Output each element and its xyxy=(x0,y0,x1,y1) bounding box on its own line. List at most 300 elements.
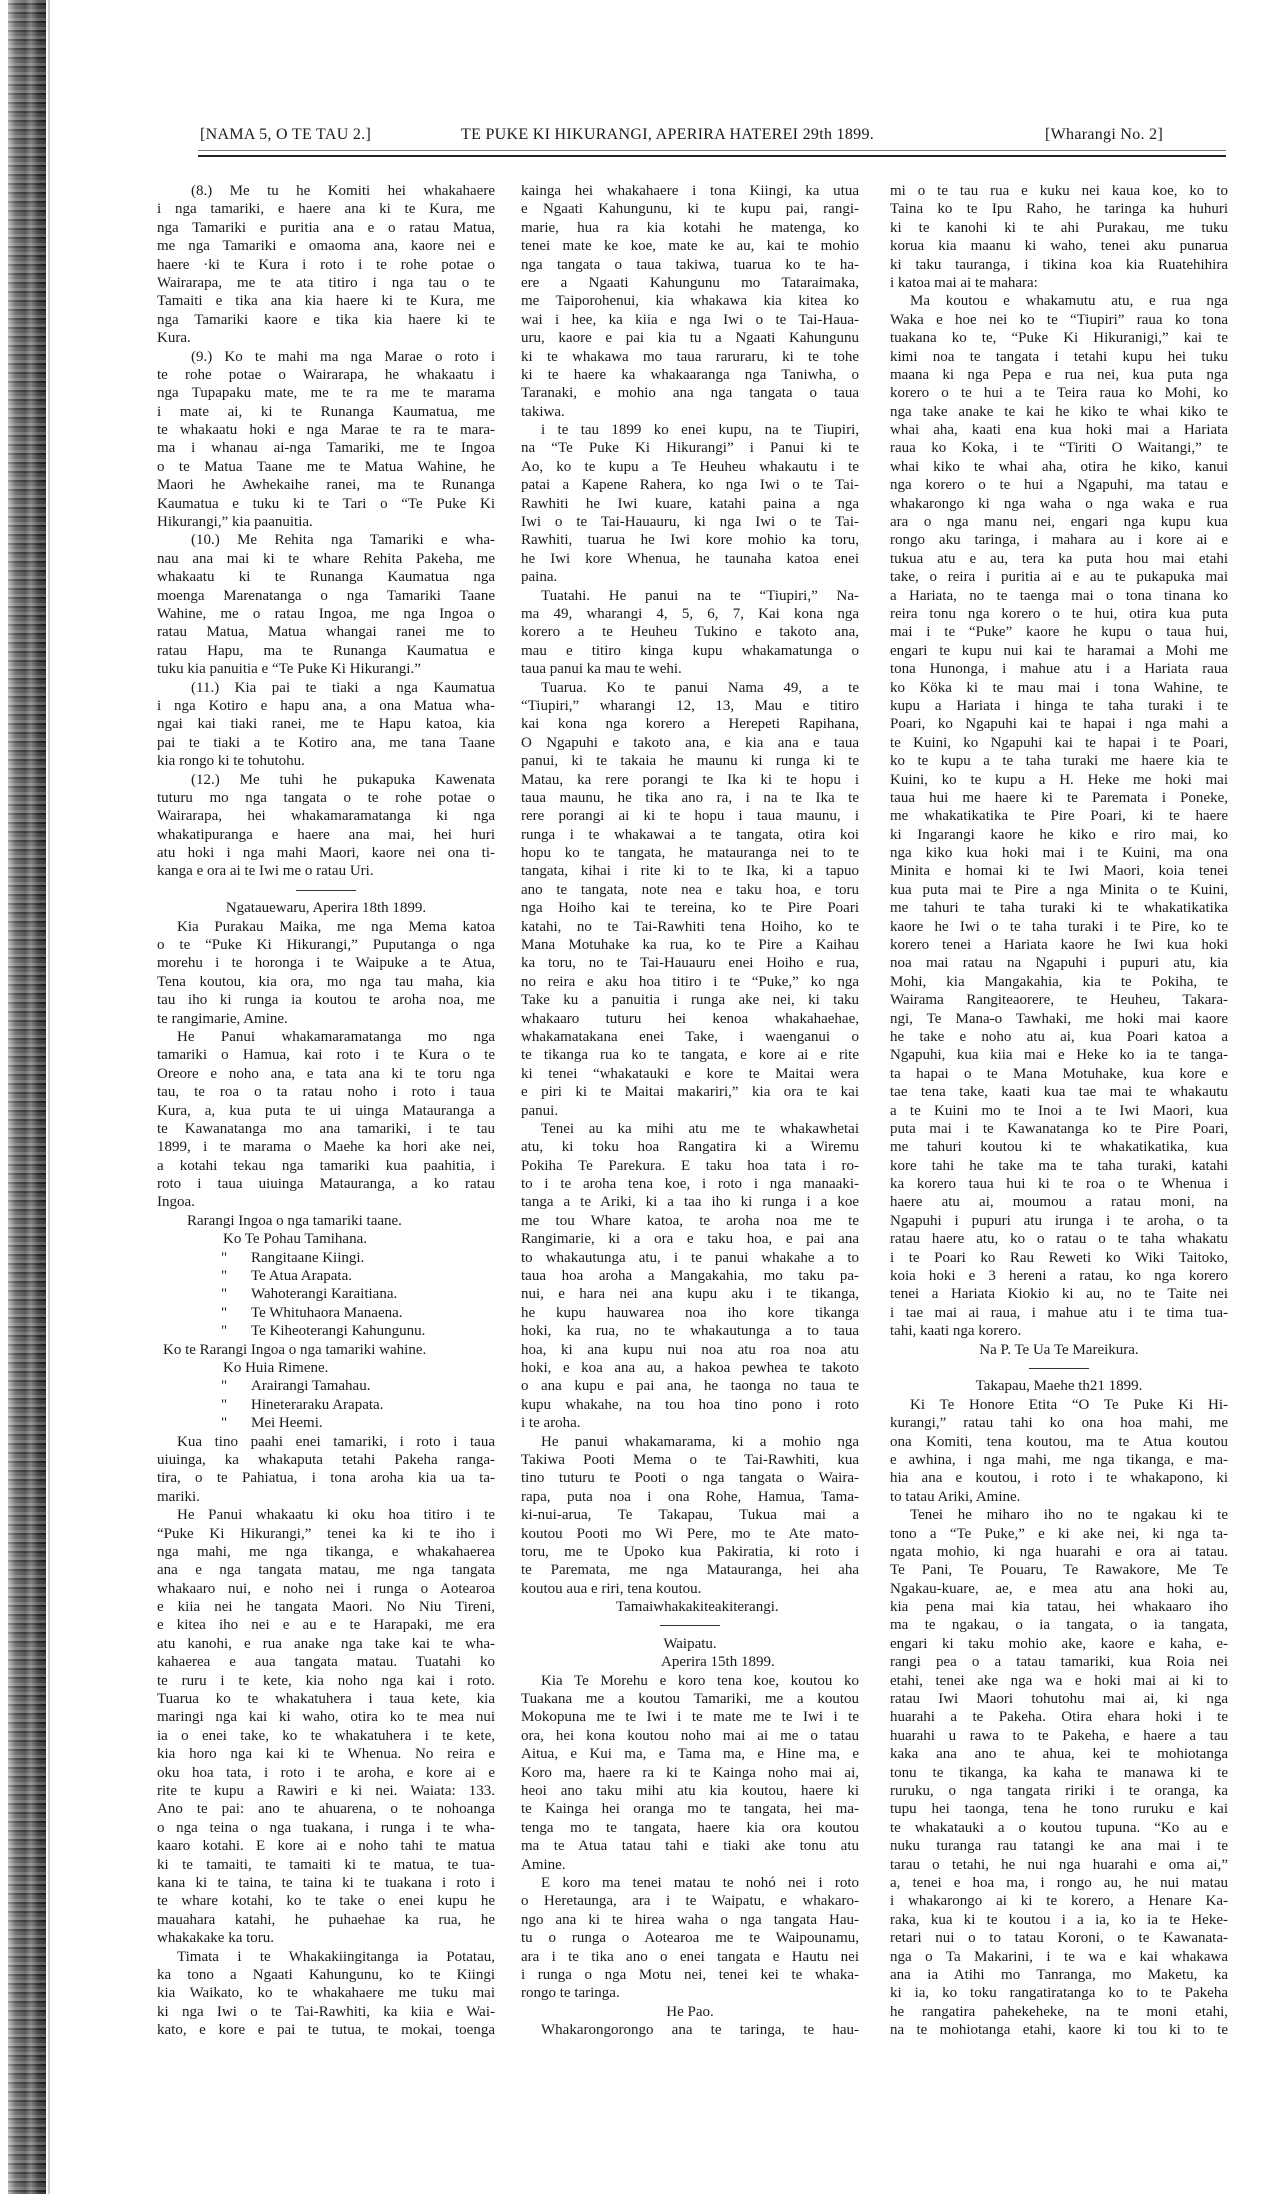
text-line: O Ngapuhi e takoto ana, e kia ana e taua xyxy=(521,734,859,751)
text-line: kurangi,” ratau tahi ko ona hoa mahi, me xyxy=(890,1415,1228,1432)
text-line: Timata i te Whakakiingitanga ia Potatau, xyxy=(177,1948,495,1965)
text-line: tukua atu e au, tera ka puta hou mai etahi xyxy=(890,550,1228,567)
text-line: na te mohiotanga etahi, kaore ki tou ki to te xyxy=(890,2022,1228,2039)
text-line: haere atu ai, moumou a ratau moni, na xyxy=(890,1194,1228,1211)
text-line: morehu i te horonga i te Waipuke a te Atua, xyxy=(157,955,495,972)
text-line: whakatipuranga e haere ana mai, hei huri xyxy=(157,826,495,843)
text-line: ki Ingarangi kaore he kiko e riro mai, ko xyxy=(890,826,1228,843)
section-divider xyxy=(890,1359,1228,1377)
text-line: Ano te pai: ano te ahuarena, o te nohoanga xyxy=(157,1801,495,1818)
text-line: i nga Kotiro e hapu ana, a ona Matua wha- xyxy=(157,697,495,714)
text-line: tahi, kaati nga korero. xyxy=(890,1323,1022,1340)
text-line: Tuakana me a koutou Tamariki, me a koutou xyxy=(521,1691,859,1708)
text-line: Tamaiti e tika ana kia haere ki te Kura, me xyxy=(157,293,495,310)
text-line: Kia Te Morehu e koro tena koe, koutou ko xyxy=(541,1672,859,1689)
text-line: korua kia maanu ki waho, tenei aku punarua xyxy=(890,238,1228,255)
text-line: mauahara katahi, he puhaehae ka rua, he xyxy=(157,1911,495,1928)
text-line: tamariki o Hamua, kai roto i te Kura o te xyxy=(157,1047,495,1064)
text-line: Wairarapa, hei whakamaramatanga ki nga xyxy=(157,808,495,825)
student-name: Rangitaane Kiingi. xyxy=(251,1249,365,1266)
text-line: rite te kupu a Rawiri e ki nei. Waiata: 133. xyxy=(157,1782,495,1799)
text-line: ano te tangata, note nea e taku hoa, e toru xyxy=(521,881,859,898)
text-line: marie, hua ra kia kotahi he matenga, ko xyxy=(521,219,859,236)
text-line: ana ia Atihi mo Tanranga, mo Maketu, ka xyxy=(890,1966,1228,1983)
text-line: tona Hunonga, i mahue atu i a Hariata raua xyxy=(890,661,1228,678)
paragraph xyxy=(157,1433,495,1507)
text-line: (11.) Kia pai te tiaki a nga Kaumatua xyxy=(191,679,495,696)
text-line: nuku turanga rau tatangi ke ana mai i te xyxy=(890,1838,1228,1855)
paragraph xyxy=(157,918,495,1028)
text-line: he take e noho atu ai, kua Poari katoa a xyxy=(890,1028,1228,1045)
name-list-item xyxy=(157,1249,495,1267)
text-line: i te tau 1899 ko enei kupu, na te Tiupiri, xyxy=(541,422,859,439)
text-line: tenga mo te tangata, haere kia ora koutou xyxy=(521,1819,859,1836)
text-line: te whakaatu hoki e nga Marae te ra te mara- xyxy=(157,422,495,439)
paragraph xyxy=(890,1396,1228,1506)
text-line: ngo ana ki te hirea waha o nga tangata Hau- xyxy=(521,1911,859,1928)
text-line: kato, e kore e pai te tutua, te mokai, toenga xyxy=(157,2022,495,2039)
text-line: Taina ko te Ipu Raho, he taringa ka huhuri xyxy=(890,201,1228,218)
section-heading: He Pao. xyxy=(666,2003,714,2020)
paragraph xyxy=(157,1506,495,1947)
text-line: take, o reira i puritia ai e au te pukapuka mai xyxy=(890,569,1228,586)
text-line: ki te whakawa mo taua raruraru, ki te tohe xyxy=(521,348,859,365)
text-line: tino tuturu te Pooti o nga tangata o Waira- xyxy=(521,1470,859,1487)
text-line: te ruru i te kete, kia noho nga kai i roto. xyxy=(157,1672,495,1689)
text-line: mi o te tau rua e kuku nei kaua koe, ko to xyxy=(890,183,1228,199)
paragraph xyxy=(521,1672,859,1874)
text-line: hoa, ki ana kupu nui noa atu roa noa atu xyxy=(521,1341,859,1358)
text-line: me Taiporohenui, kia whakawa kia kitea ko xyxy=(521,293,859,310)
section-heading: Na P. Te Ua Te Mareikura. xyxy=(979,1341,1139,1358)
text-line: hia ana e koutou, i roto i te whakapono, ki xyxy=(890,1470,1228,1487)
paragraph xyxy=(157,1028,495,1212)
text-line: nga tangata o taua takiwa, tuarua ko te ha- xyxy=(521,256,859,273)
text-line: Oreore e noho ana, e tata ana ki te toru nga xyxy=(157,1065,495,1082)
text-line: paina. xyxy=(521,569,558,586)
text-line: kahaerea e aua tangata matau. Tuatahi ko xyxy=(157,1654,495,1671)
text-line: ara i te tika ano o enei tangata e Hautu nei xyxy=(521,1948,859,1965)
student-name: Arairangi Tamahau. xyxy=(251,1378,371,1395)
text-line: tono a “Te Puke,” e ki ake nei, ki nga ta- xyxy=(890,1525,1228,1542)
text-line: kupu whakahe, na tou hoa tino pono i roto xyxy=(521,1396,859,1413)
text-line: e Ngaati Kahungunu, ki te kupu pai, rangi- xyxy=(521,201,859,218)
text-line: kainga hei whakahaere i tona Kiingi, ka utua xyxy=(521,183,859,199)
text-line: i whakarongo ai ki te korero, a Henare Ka- xyxy=(890,1893,1228,1910)
text-line: atu hoki i nga mahi Maori, kaore nei ona ti- xyxy=(157,845,495,862)
text-line: me tahuri te taha turaki ki te whakatikatika xyxy=(890,900,1228,917)
text-line: Tenei he miharo iho no te ngakau ki te xyxy=(910,1507,1228,1524)
text-line: korero tenei a Hariata kaore he Iwi kua hoki xyxy=(890,937,1228,954)
text-line: kore tahi he take ma te taha turaki, katahi xyxy=(890,1157,1228,1174)
text-line: o te “Puke Ki Hikurangi,” Puputanga o nga xyxy=(157,937,495,954)
text-line: nga mahi, me nga tikanga, e whakahaerea xyxy=(157,1543,495,1560)
text-line: to tatau Ariki, Amine. xyxy=(890,1488,1021,1505)
text-line: he Iwi kore Whenua, he taunaha katoa enei xyxy=(521,550,859,567)
text-line: uru, kaore e pai kia tu a Ngaati Kahungunu xyxy=(521,330,859,347)
section-heading: Ngatauewaru, Aperira 18th 1899. xyxy=(225,900,427,917)
text-line: kia Waikato, ko te whakahaere me tuku mai xyxy=(157,1985,495,2002)
paragraph xyxy=(521,421,859,587)
text-line: pai te tiaki a te Kotiro ana, me tana Taane xyxy=(157,734,495,751)
text-line: ta hapai o te Mana Motuhake, kua kore e xyxy=(890,1065,1228,1082)
text-line: i mate ai, ki te Runanga Kaumatua, me xyxy=(157,403,495,420)
text-line: ratau Iwi Maori tohutohu mai ai, ki nga xyxy=(890,1691,1228,1708)
paragraph xyxy=(890,292,1228,1340)
text-line: Kua tino paahi enei tamariki, i roto i taua xyxy=(177,1433,495,1450)
text-line: kia pena mai kia tatau, hei whakaaro iho xyxy=(890,1599,1228,1616)
paragraph xyxy=(890,182,1228,292)
text-line: ana e nga tangata matau, me nga tangata xyxy=(157,1562,495,1579)
text-line: i katoa mai ai te mahara: xyxy=(890,274,1038,291)
text-line: wai i hee, ka kiia e nga Iwi o te Tai-Haua- xyxy=(521,311,859,328)
ditto-mark: " xyxy=(221,1415,228,1432)
text-line: nga korero o te hui a Ngapuhi, ma tatau e xyxy=(890,477,1228,494)
text-line: Te Pani, Te Pouaru, Te Rawakore, Me Te xyxy=(890,1562,1228,1579)
text-line: (12.) Me tuhi he pukapuka Kawenata xyxy=(191,771,495,788)
page-number: [Wharangi No. 2] xyxy=(1045,126,1164,143)
text-line: Take ku a panuitia i runga ake nei, ki taku xyxy=(521,992,859,1009)
text-line: tonu te tikanga, ka kaha te manawa ki te xyxy=(890,1764,1228,1781)
text-line: ki ia, ko toku rangatiratanga ko to te Pakeha xyxy=(890,1985,1228,2002)
paragraph xyxy=(890,1506,1228,2039)
text-line: te tikanga rua ko te tangata, e kore ai e rite xyxy=(521,1047,859,1064)
text-line: rongo aku taringa, i mahara au i kore ai e xyxy=(890,532,1228,549)
text-line: Aitua, e Kui ma, e Tama ma, e Hine ma, e xyxy=(521,1746,859,1763)
text-line: uiuinga, ka whakaputa tetahi Pakeha ranga- xyxy=(157,1451,495,1468)
text-line: ratau Matua, Matua whangai ranei me to xyxy=(157,624,495,641)
text-line: kimi noa te tangata i tetahi kupu hei tuku xyxy=(890,348,1228,365)
text-line: nga kiko kua hoki mai i te Kuini, ma ona xyxy=(890,845,1228,862)
text-line: ona Komiti, tena koutou, ma te Atua koutou xyxy=(890,1433,1228,1450)
text-line: moenga Marenatanga o nga Tamariki Taane xyxy=(157,587,495,604)
text-line: Maori he Awhekaihe ranei, ma te Runanga xyxy=(157,477,495,494)
text-line: kia horo nga kai ki te Whenua. No reira e xyxy=(157,1746,495,1763)
text-line: Koro ma, haere ra ki te Kainga noho mai ai, xyxy=(521,1764,859,1781)
section-heading: Waipatu. xyxy=(663,1635,717,1652)
text-line: he kupu hauwarea noa iho kore tikanga xyxy=(521,1304,859,1321)
student-name: Te Kiheoterangi Kahungunu. xyxy=(251,1323,426,1340)
text-line: maringi nga kai ki waho, otira ko te mea nui xyxy=(157,1709,495,1726)
text-line: tenei a Hariata Kiokio ki au, no te Taite nei xyxy=(890,1286,1228,1303)
paragraph xyxy=(157,1948,495,2040)
article-column-1 xyxy=(157,182,495,2039)
text-line: Wahine, me o ratau Ingoa, me nga Ingoa o xyxy=(157,605,495,622)
text-line: he rangatira pahekeheke, na te moni etahi, xyxy=(890,2003,1228,2020)
text-line: Ngapuhi i pupuri atu irunga i te aroha, o ta xyxy=(890,1212,1228,1229)
text-line: o ana kupu e pai ana, he taonga no taua te xyxy=(521,1378,859,1395)
student-name: Wahoterangi Karaitiana. xyxy=(251,1286,398,1303)
text-line: maana ki nga Pepa e rua nei, kua puta nga xyxy=(890,366,1228,383)
text-line: etahi, tenei ake nga wa e hoki mai ai ki to xyxy=(890,1672,1228,1689)
text-line: kaaro kotahi. E kore ai e noho tahi te matua xyxy=(157,1838,495,1855)
text-line: He Panui whakaatu ki oku hoa titiro i te xyxy=(177,1507,495,1524)
text-line: Iwi o te Tai-Hauauru, ki nga Iwi o te Tai- xyxy=(521,514,859,531)
text-line: raka, kua ki te koutou i a ia, ko ia te Heke- xyxy=(890,1911,1228,1928)
text-line: me whakatikatika te Pire Poari, ki te haere xyxy=(890,808,1228,825)
issue-number: [NAMA 5, O TE TAU 2.] xyxy=(200,126,372,143)
text-line: Amine. xyxy=(521,1856,566,1873)
list-heading: Rarangi Ingoa o nga tamariki taane. xyxy=(187,1212,402,1229)
text-line: “Puke Ki Hikurangi,” tenei ka ki te iho i xyxy=(157,1525,495,1542)
text-line: tuturu mo nga tangata o te rohe potae o xyxy=(157,789,495,806)
text-line: ngata mohio, ki nga huarahi e ora ai tatau. xyxy=(890,1543,1228,1560)
text-line: e piri ki te Maitai makariri,” kia ora te kai xyxy=(521,1084,859,1101)
paragraph xyxy=(521,182,859,421)
text-line: taua maunu, he tika ano ra, i na te Ika te xyxy=(521,789,859,806)
text-line: ma 49, wharangi 4, 5, 6, 7, Kai kona nga xyxy=(521,605,859,622)
text-line: Kura. xyxy=(157,330,191,347)
text-line: nga Tamariki kaore e tika kia haere ki te xyxy=(157,311,495,328)
text-line: nga Tupapaku mate, me te ra me te marama xyxy=(157,385,495,402)
text-line: roto i taua uiuinga Matauranga, a ko ratau xyxy=(157,1176,495,1193)
paragraph xyxy=(157,182,495,348)
header-rule-thin xyxy=(198,150,1226,151)
text-line: a, tenei e hoa ma, i rongo au, he nui matau xyxy=(890,1874,1228,1891)
text-line: me tahuri koutou ki te whakatikatika, kua xyxy=(890,1139,1228,1156)
paragraph xyxy=(521,1433,859,1599)
paragraph xyxy=(521,587,859,679)
text-line: tuakana ko te, “Puke Ki Hikuranigi,” kai te xyxy=(890,330,1228,347)
text-line: a Hariata, no te taenga mai o tona tinana ko xyxy=(890,587,1228,604)
text-line: tenei mate ke koe, mate ke au, kai te mohio xyxy=(521,238,859,255)
text-line: nui, e hara nei ana kupu aku i te tikanga, xyxy=(521,1286,859,1303)
text-line: Tuarua. Ko te panui Nama 49, a te xyxy=(541,679,859,696)
text-line: Rangimarie, ki a ora e taku hoa, e pai ana xyxy=(521,1231,859,1248)
text-line: whakaatu ki te Runanga Kaumatua nga xyxy=(157,569,495,586)
name-list-item xyxy=(157,1377,495,1395)
text-line: whai aha, kaati ena kua hoki mai a Hariata xyxy=(890,422,1228,439)
text-line: nga o Ta Makarini, i te wa e kai whakawa xyxy=(890,1948,1228,1965)
text-line: tau iho ki runga ia koutou te aroha noa, me xyxy=(157,992,495,1009)
text-line: engari ki taku mohio ake, kaore e kaha, e- xyxy=(890,1635,1228,1652)
text-line: ara o nga manu nei, engari nga kupu kua xyxy=(890,514,1228,531)
list-heading: Ko te Rarangi Ingoa o nga tamariki wahine. xyxy=(163,1341,427,1358)
text-line: Ao, ko te kupu a Te Heuheu whakautu i te xyxy=(521,458,859,475)
text-line: e kitea iho nei e au e te Harapaki, me era xyxy=(157,1617,495,1634)
text-line: toru, me te Upoko kua Pakiratia, ki roto i xyxy=(521,1543,859,1560)
text-line: ki taku tauranga, i tikina koa kia Ruatehihira xyxy=(890,256,1228,273)
page-header xyxy=(200,126,1225,148)
text-line: Minita e homai ki te Iwi Maori, koia tenei xyxy=(890,863,1228,880)
text-line: ma te Atua tatau tahi e tiaki ake tonu atu xyxy=(521,1838,859,1855)
text-line: ka tono a Ngaati Kahungunu, ko te Kiingi xyxy=(157,1966,495,1983)
text-line: nga Tamariki e puritia ana e o ratau Matua, xyxy=(157,219,495,236)
text-line: Mokopuna me te Iwi i te mate me te Iwi i te xyxy=(521,1709,859,1726)
text-line: tarau o tetahi, he nui nga huarahi e oma ai,” xyxy=(890,1856,1228,1873)
text-line: ko Köka ki te mau mai i tona Wahine, te xyxy=(890,679,1228,696)
text-line: Wairarapa, me te ata titiro i nga tau o te xyxy=(157,274,495,291)
text-line: rongo te taringa. xyxy=(521,1985,620,2002)
text-line: panui, ki te takaia he maunu ki runga ki te xyxy=(521,753,859,770)
student-name: Te Whituhaora Manaena. xyxy=(251,1304,403,1321)
text-line: rere porangi ai ki te hopu i taua maunu, i xyxy=(521,808,859,825)
name-list-item xyxy=(157,1285,495,1303)
ditto-mark: " xyxy=(221,1249,228,1266)
text-line: Ngakau-kuare, ae, e mea atu ana hoki au, xyxy=(890,1580,1228,1597)
text-line: takiwa. xyxy=(521,403,565,420)
text-line: Kaumatua e tuku ki te Tari o “Te Puke Ki xyxy=(157,495,495,512)
text-line: tangata, kihai i rite ki to te Ika, ki a tapuo xyxy=(521,863,859,880)
text-line: katahi, no te Tai-Rawhiti tena Hoiho, ko te xyxy=(521,918,859,935)
ditto-mark: " xyxy=(221,1396,228,1413)
text-line: te whare kotahi, ko te take o enei kupu he xyxy=(157,1893,495,1910)
page-binding-edge xyxy=(8,0,46,2194)
text-line: (9.) Ko te mahi ma nga Marae o roto i xyxy=(191,348,495,365)
text-line: runga i te whakawai a te tangata, otira koi xyxy=(521,826,859,843)
text-line: Takiwa Pooti Mema o te Tai-Rawhiti, kua xyxy=(521,1451,859,1468)
text-line: kaore he Iwi o te taha turaki i te Pire, ko te xyxy=(890,918,1228,935)
text-line: Hikurangi,” kia paanuitia. xyxy=(157,514,313,531)
text-line: tu o runga o Aotearoa me te Waipounamu, xyxy=(521,1930,859,1947)
name-list-item xyxy=(157,1396,495,1414)
signature: Tamaiwhakakiteakiterangi. xyxy=(616,1599,779,1616)
article-column-2 xyxy=(521,182,859,2039)
text-line: puta mai i te Kawanatanga ko te Pire Poari, xyxy=(890,1120,1228,1137)
name-list-item xyxy=(157,1414,495,1432)
text-line: Rawhiti, tuarua he Iwi kore mohio ka toru, xyxy=(521,532,859,549)
text-line: 1899, i te marama o Maehe ka hori ake nei, xyxy=(157,1139,495,1156)
student-name: Mei Heemi. xyxy=(251,1415,323,1432)
text-line: Mana Motuhake ka rua, ko te Pire a Kaihau xyxy=(521,937,859,954)
text-line: Ingoa. xyxy=(157,1194,195,1211)
text-line: i nga tamariki, e haere ana ki te Kura, me xyxy=(157,201,495,218)
text-line: whai kiko te whai aha, otira he kiko, kanui xyxy=(890,458,1228,475)
text-line: rangi pea o a tatau tamariki, kua Roia nei xyxy=(890,1654,1228,1671)
text-line: i tae mai ai raua, i mahue atu i te tima tua- xyxy=(890,1304,1228,1321)
name-list-item: Ko Te Pohau Tamihana. xyxy=(223,1231,367,1248)
text-line: ngi, Te Mana-o Tawhaki, me hoki mai kaore xyxy=(890,1010,1228,1027)
ditto-mark: " xyxy=(221,1268,228,1285)
student-name: Hineteraraku Arapata. xyxy=(251,1396,384,1413)
text-line: atu kanohi, e rua anake nga take kai te wha- xyxy=(157,1635,495,1652)
text-line: tira, o te Pahiatua, i tona aroha kia ua ta- xyxy=(157,1470,495,1487)
text-line: ma i whanau ai-nga Tamariki, me te Ingoa xyxy=(157,440,495,457)
text-line: ka korero taua hui ki te roa o te Whenua i xyxy=(890,1176,1228,1193)
article-column-3 xyxy=(890,182,1228,2039)
text-line: te rohe potae o Wairarapa, he whakaatu i xyxy=(157,366,495,383)
text-line: tau, te roa o ta ratau noho i roto i taua xyxy=(157,1084,495,1101)
text-line: Rawhiti he Iwi kuare, katahi paina a nga xyxy=(521,495,859,512)
text-line: o Heretaunga, ara i te Waipatu, e whakaro- xyxy=(521,1893,859,1910)
text-line: tae tena take, kaati kua tae mai te whakautu xyxy=(890,1084,1228,1101)
text-line: huarahi a te Pakeha. Otira ehara hoki i te xyxy=(890,1709,1228,1726)
text-line: ia o enei take, ko te whakatuhera i te kete, xyxy=(157,1727,495,1744)
text-line: ka toru, no te Tai-Hauauru enei Hoiho e rua, xyxy=(521,955,859,972)
text-line: raua ko Koka, i te “Tiriti O Waitangi,” te xyxy=(890,440,1228,457)
text-line: He Panui whakamaramatanga mo nga xyxy=(177,1028,495,1045)
dateline: Aperira 15th 1899. xyxy=(661,1654,775,1671)
text-line: a te Kuini mo te Inoi a te Iwi Maori, kua xyxy=(890,1102,1228,1119)
text-line: o te Matua Taane me te Matua Wahine, he xyxy=(157,458,495,475)
text-line: (8.) Me tu he Komiti hei whakahaere xyxy=(191,183,495,199)
text-line: kaka ana ano te ahua, kei te mohiotanga xyxy=(890,1746,1228,1763)
text-line: He panui whakamarama, ki a mohio nga xyxy=(541,1433,859,1450)
text-line: hopu ko te tangata, he matauranga nei to te xyxy=(521,845,859,862)
text-line: rapa, puta noa i ona Rohe, Hamua, Tama- xyxy=(521,1488,859,1505)
text-line: kia rongo ki te tohutohu. xyxy=(157,753,305,770)
text-line: koia hoki e 3 hereni a ratau, ko nga korero xyxy=(890,1268,1228,1285)
text-line: ki te haere ka whakaaranga nga Taniwha, o xyxy=(521,366,859,383)
text-line: “Tiupiri,” wharangi 12, 13, Mau e titiro xyxy=(521,697,859,714)
text-line: te rangimarie, Amine. xyxy=(157,1010,288,1027)
text-line: haere ·ki te Kura i roto i te rohe potae o xyxy=(157,256,495,273)
text-line: korero a te Heuheu Tukino e takoto ana, xyxy=(521,624,859,641)
text-line: mau e titiro kinga kupu whakamatunga o xyxy=(521,642,859,659)
text-line: i runga o nga Motu nei, tenei kei te whaka- xyxy=(521,1966,859,1983)
text-line: ko te kupu a te taha turaki me haere kia te xyxy=(890,753,1228,770)
text-line: me tou Whare katoa, te aroha noa me te xyxy=(521,1212,859,1229)
text-line: Waka e hoe nei ko te “Tiupiri” raua ko tona xyxy=(890,311,1228,328)
text-line: Matau, ka rere porangi te Ika ki te hopu i xyxy=(521,771,859,788)
paragraph xyxy=(521,2021,859,2039)
text-line: Kura, a, kua puta te ui uinga Matauranga a xyxy=(157,1102,495,1119)
text-line: engari te kupu nui kai te haramai a Mohi me xyxy=(890,642,1228,659)
text-line: kupu a Hariata i hinga te taha turaki i te xyxy=(890,697,1228,714)
text-line: Whakarongorongo ana te taringa, te hau- xyxy=(541,2022,859,2039)
text-line: tuku kia panuitia e “Te Puke Ki Hikurangi.” xyxy=(157,661,421,678)
student-name: Te Atua Arapata. xyxy=(251,1268,352,1285)
text-line: na “Te Puke Ki Hikurangi” i Panui ki te xyxy=(521,440,859,457)
text-line: hoki, ka rua, no te whakautunga a to taua xyxy=(521,1323,859,1340)
text-line: a kotahi tekau nga tamariki kua paahitia, i xyxy=(157,1157,495,1174)
ditto-mark: " xyxy=(221,1378,228,1395)
text-line: i te aroha. xyxy=(521,1415,581,1432)
text-line: koutou Pooti mo Wi Pere, mo te Ate mato- xyxy=(521,1525,859,1542)
binding-shadow xyxy=(48,0,50,2194)
paragraph xyxy=(157,348,495,532)
text-line: me nga Tamariki e omaoma ana, kaore nei e xyxy=(157,238,495,255)
text-line: Ki Te Honore Etita “O Te Puke Ki Hi- xyxy=(910,1396,1228,1413)
text-line: o nga teina o nga tuakana, i runga i te wha- xyxy=(157,1819,495,1836)
text-line: whakaaro nui, e noho nei i runga o Aotearoa xyxy=(157,1580,495,1597)
ditto-mark: " xyxy=(221,1286,228,1303)
text-line: to whakautunga atu, i te panui whakahe a to xyxy=(521,1249,859,1266)
text-line: reira tonu nga korero o te hui, otira kua puta xyxy=(890,605,1228,622)
text-line: Taranaki, e mohio ana nga tangata o taua xyxy=(521,385,859,402)
text-line: patai a Kapene Rahera, ko nga Iwi o te Tai- xyxy=(521,477,859,494)
text-line: e awhina, i nga mahi, me nga tikanga, e ma- xyxy=(890,1451,1228,1468)
text-line: to i te aroha tena koe, i roto i nga manaaki- xyxy=(521,1176,859,1193)
text-line: Pokiha Te Parekura. E taku hoa tata i ro- xyxy=(521,1157,859,1174)
paragraph xyxy=(521,1120,859,1433)
text-line: te Kawanatanga mo ana tamariki, i te tau xyxy=(157,1120,495,1137)
text-line: oku hoa tata, i roto i te aroha, e kore ai e xyxy=(157,1764,495,1781)
section-heading: Takapau, Maehe th21 1899. xyxy=(975,1378,1143,1395)
text-line: E koro ma tenei matau te nohó nei i roto xyxy=(541,1874,859,1891)
text-line: ratau haere atu, ko o ratau o te taha whakatu xyxy=(890,1231,1228,1248)
text-line: Kuini, ko te kupu a H. Heke me hoki mai xyxy=(890,771,1228,788)
text-line: huarahi u rawa to te Pakeha, e haere a tau xyxy=(890,1727,1228,1744)
text-line: Tenei au ka mihi atu me te whakawhetai xyxy=(541,1120,859,1137)
text-line: ngai kai tiaki ranei, me te Hapu katoa, kia xyxy=(157,716,495,733)
text-line: mariki. xyxy=(157,1488,200,1505)
text-line: ki tenei “whakatauki e kore te Maitai wera xyxy=(521,1065,859,1082)
text-line: koutou aua e riri, tena koutou. xyxy=(521,1580,702,1597)
text-line: Poari, ko Ngapuhi kai te hapai i nga mahi a xyxy=(890,716,1228,733)
text-line: no reira e aku hoa titiro i te “Puke,” ko nga xyxy=(521,973,859,990)
text-line: panui. xyxy=(521,1102,559,1119)
text-line: te whakatauki a o koutou tupuna. “Ko au e xyxy=(890,1819,1228,1836)
text-line: i te Poari ko Rau Reweti ko Wiki Taitoko, xyxy=(890,1249,1228,1266)
text-line: te Kainga hei oranga mo te tangata, hei ma- xyxy=(521,1801,859,1818)
text-line: whakakake ka toru. xyxy=(157,1930,275,1947)
name-list-item xyxy=(157,1304,495,1322)
text-line: hoki, e koa ana au, a hakoa pewhea te takoto xyxy=(521,1360,859,1376)
text-line: Ma koutou e whakamutu atu, e rua nga xyxy=(910,293,1228,310)
text-line: taua panui ka mau te wehi. xyxy=(521,661,682,678)
text-line: taua hui me haere ki te Paremata i Poneke, xyxy=(890,789,1228,806)
